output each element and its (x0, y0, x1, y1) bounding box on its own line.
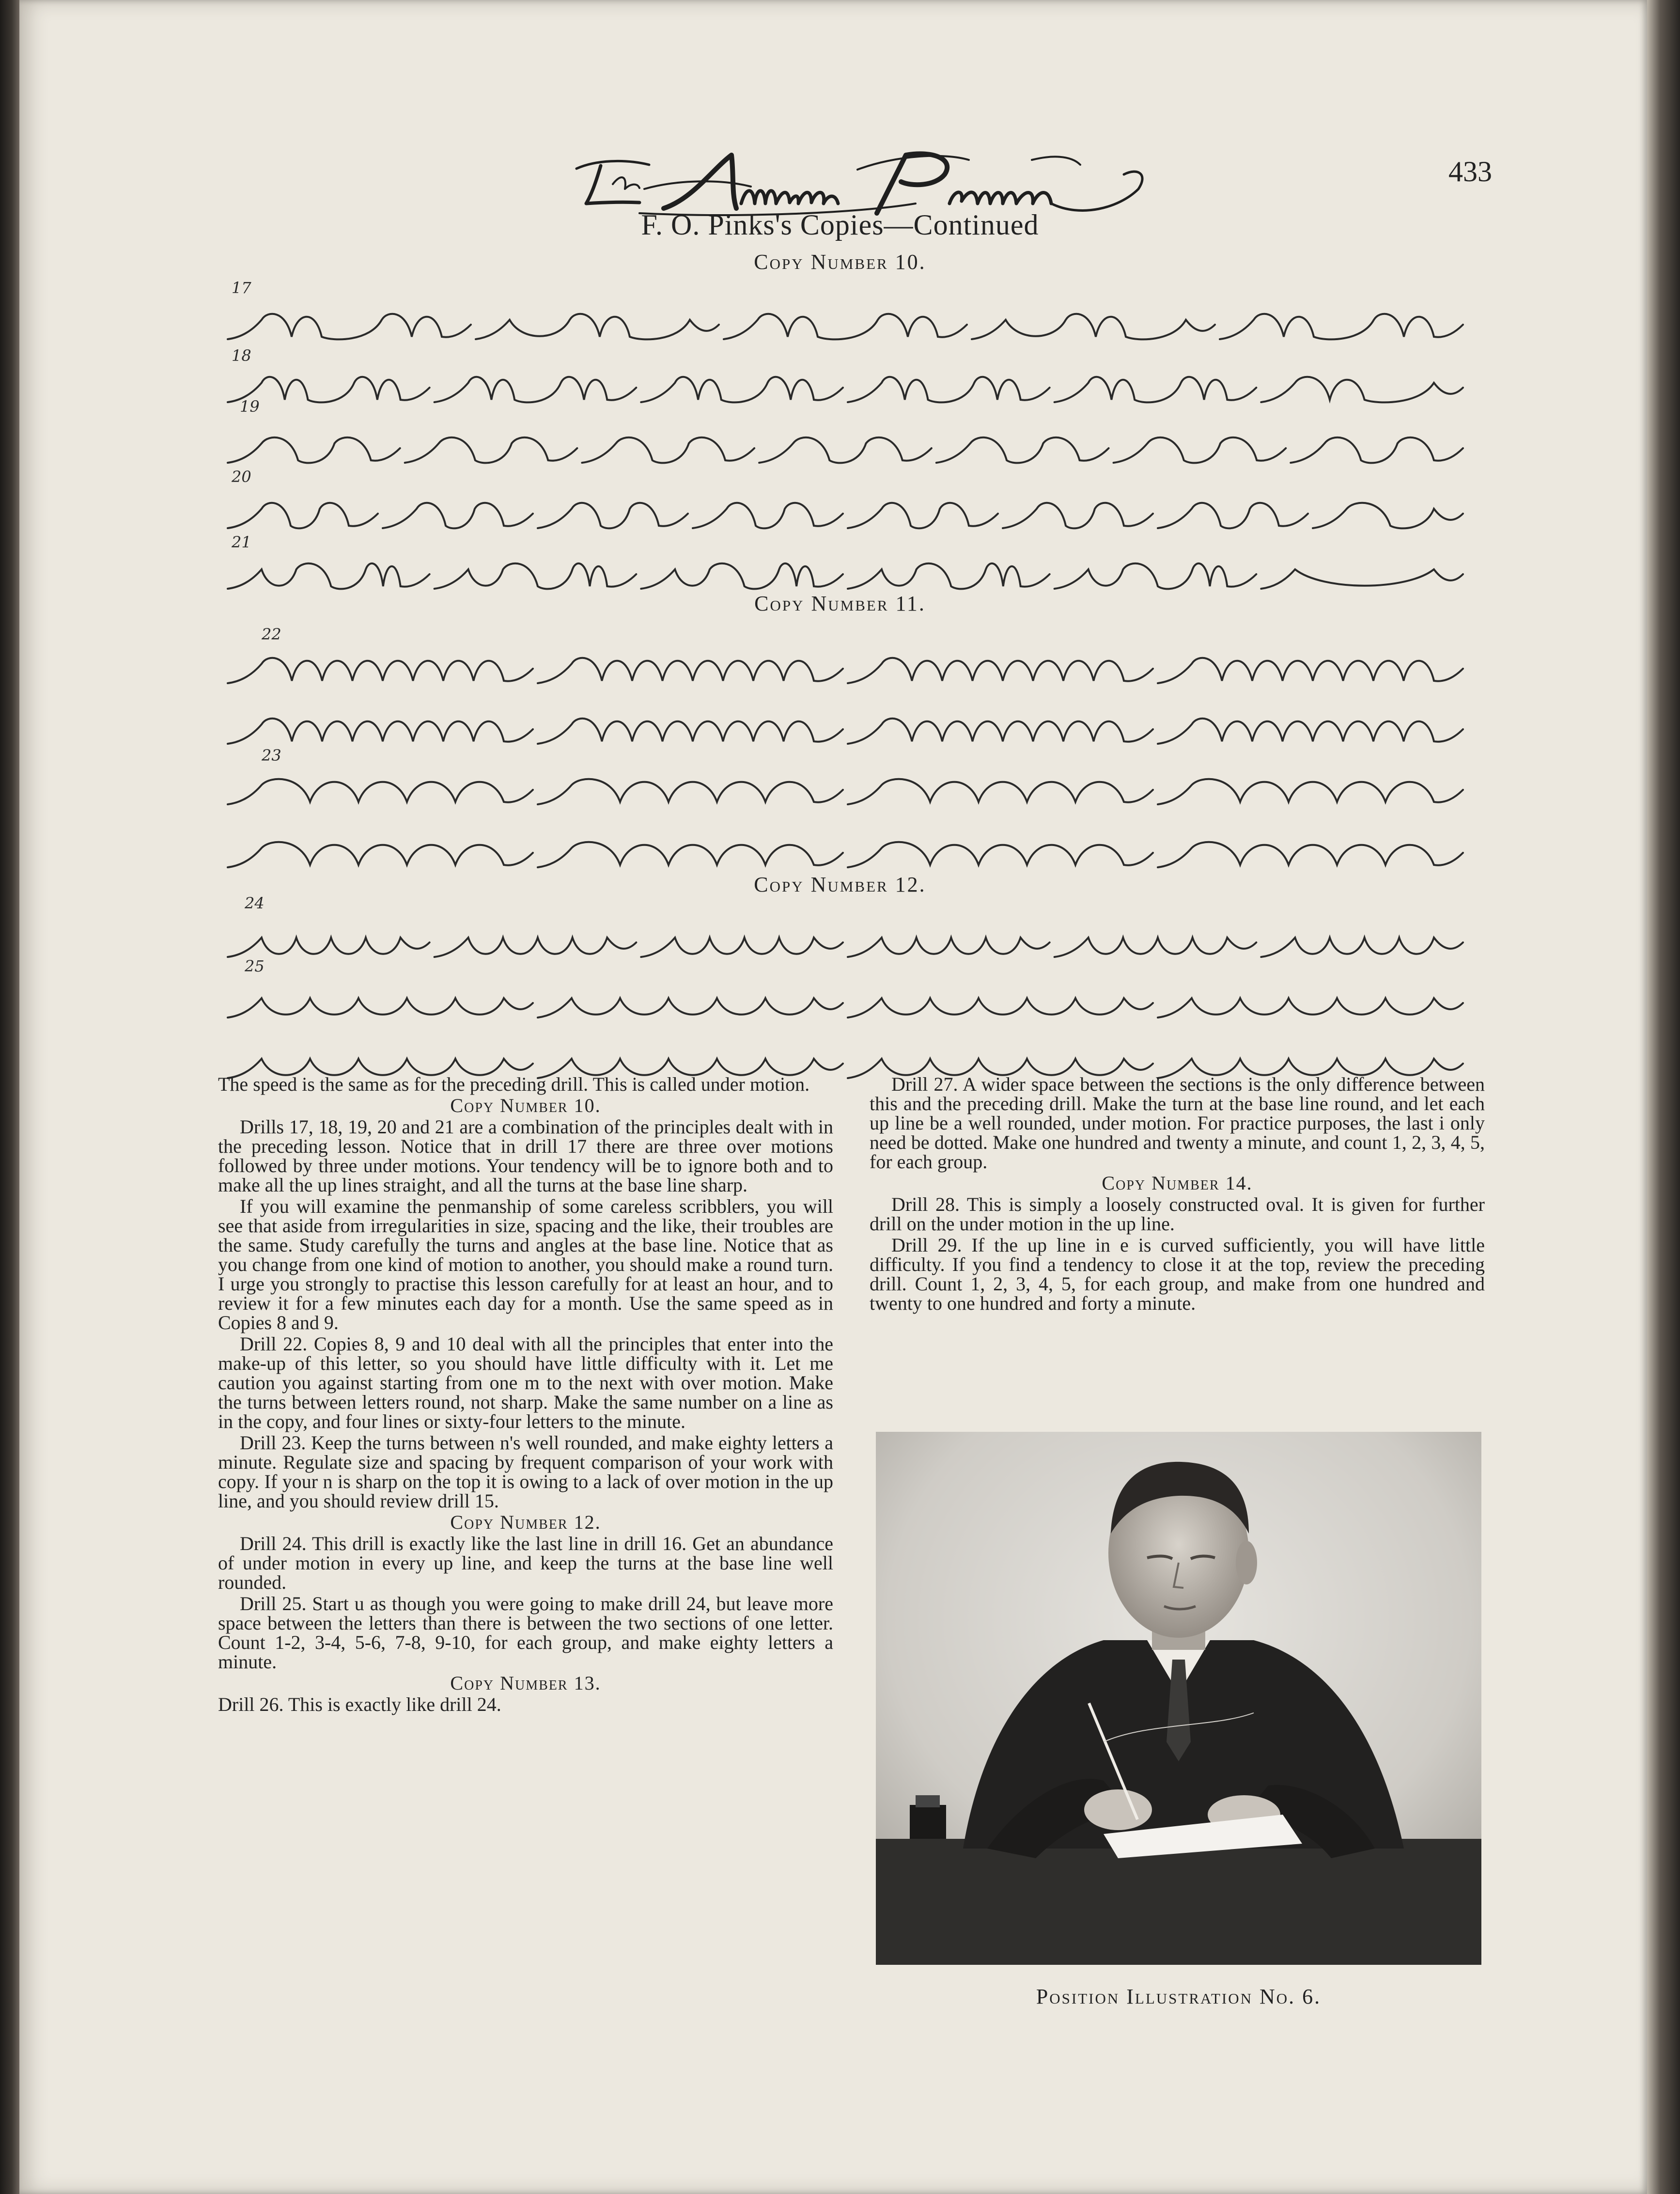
cursive-stroke-icon (218, 635, 1478, 693)
paragraph: Drill 29. If the up line in e is curved sufficiently, you will have little difficulty. If you find a tendency to close it at the top, review the preceding drill. Count 1, 2, 3, 4, 5, for each group, and make from one hundred and twenty to one hundred and forty a minute. (870, 1234, 1485, 1314)
book-spine (0, 0, 19, 2194)
section-heading: Copy Number 12. (450, 1511, 601, 1533)
cursive-stroke-icon (218, 540, 1478, 598)
row-number: 17 (232, 279, 251, 297)
row-number: 25 (245, 957, 264, 975)
cursive-stroke-icon (218, 480, 1478, 538)
handwriting-row (218, 414, 1478, 472)
handwriting-row (218, 354, 1478, 412)
cursive-stroke-icon (218, 291, 1478, 349)
paragraph: Drill 23. Keep the turns between n's well rounded, and make eighty letters a minute. Regulate size and spacing by frequent comparison of your work with copy. If your n is sharp on the top it is owing to a lack of over motion in the up line, and you should review drill 15. (218, 1432, 833, 1512)
page-number: 433 (1448, 156, 1492, 188)
paragraph: Drill 28. This is simply a loosely constructed oval. It is given for further drill on the under motion in the up line. (870, 1193, 1485, 1235)
handwriting-row (218, 819, 1478, 877)
handwriting-row (218, 635, 1478, 693)
position-photo (876, 1432, 1481, 1965)
row-number: 20 (232, 468, 251, 486)
cursive-stroke-icon (218, 756, 1478, 814)
row-number: 24 (245, 894, 264, 912)
handwriting-row (218, 291, 1478, 349)
copy-heading: Copy Number 12. (754, 873, 926, 896)
handwriting-row (218, 969, 1478, 1027)
row-number: 18 (232, 346, 251, 365)
cursive-stroke-icon (218, 354, 1478, 412)
page-subtitle: F. O. Pinks's Copies—Continued (641, 209, 1039, 241)
cursive-stroke-icon (218, 695, 1478, 753)
left-text-column (218, 1075, 833, 1716)
copy-heading: Copy Number 10. (754, 250, 926, 274)
section-heading: Copy Number 10. (450, 1095, 601, 1116)
row-number: 23 (262, 746, 281, 765)
cursive-stroke-icon (218, 909, 1478, 967)
handwriting-row (218, 695, 1478, 753)
paragraph: Drill 27. A wider space between the sections is the only difference between this and the preceding drill. Make the turn at the base line round, and let each up line be a well rounded, under motion. For practice purposes, the last i only need be dotted. Make one hundred and twenty a minute, and count 1, 2, 3, 4, 5, for each group. (870, 1073, 1485, 1173)
paragraph: Drill 22. Copies 8, 9 and 10 deal with all the principles that enter into the make-up of this letter, so you should have little difficulty with it. Let me caution you against starting from one m to the next with over motion. Make the turns between letters round, not sharp. Make the same number on a line as in the copy, and four lines or sixty-four letters to the minute. (218, 1333, 833, 1432)
cursive-stroke-icon (218, 819, 1478, 877)
paragraph: If you will examine the penmanship of some careless scribblers, you will see that aside from irregularities in size, spacing and the like, their troubles are the same. Study carefully the turns and angles at the base line. Notice that as you change from one kind of motion to another, you should make a round turn. I urge you strongly to practise this lesson carefully for at least an hour, and to review it for a few minutes each day for a month. Use the same speed as in Copies 8 and 9. (218, 1195, 833, 1333)
row-number: 21 (232, 533, 251, 551)
handwriting-row (218, 756, 1478, 814)
row-number: 22 (262, 625, 281, 643)
handwriting-row (218, 540, 1478, 598)
photo-caption: Position Illustration No. 6. (1036, 1985, 1322, 2008)
right-text-column (870, 1075, 1485, 1315)
cursive-stroke-icon (218, 414, 1478, 472)
page-edge (1647, 0, 1680, 2194)
paragraph: Drill 26. This is exactly like drill 24. (218, 1693, 501, 1715)
row-number: 19 (240, 397, 260, 416)
paragraph: Drills 17, 18, 19, 20 and 21 are a combination of the principles dealt with in the preceding lesson. Notice that in drill 17 there are three over motions followed by three under motions. Your tendency will be to ignore both and to make all the up lines straight, and all the turns at the base line sharp. (218, 1116, 833, 1196)
paragraph: Drill 24. This drill is exactly like the last line in drill 16. Get an abundance of under motion in every up line, and keep the turns at the base line well rounded. (218, 1533, 833, 1593)
copy-heading: Copy Number 11. (754, 592, 926, 615)
handwriting-row (218, 480, 1478, 538)
section-heading: Copy Number 13. (450, 1672, 601, 1694)
paragraph: Drill 25. Start u as though you were going to make drill 24, but leave more space between the letters than there is between the two sections of one letter. Count 1-2, 3-4, 5-6, 7-8, 9-10, for each group, and make eighty letters a minute. (218, 1593, 833, 1673)
section-heading: Copy Number 14. (1102, 1172, 1253, 1194)
handwriting-row (218, 909, 1478, 967)
man-writing-at-desk-photo-icon (876, 1432, 1481, 1965)
paragraph: The speed is the same as for the preceding drill. This is called under motion. (218, 1073, 810, 1095)
cursive-stroke-icon (218, 969, 1478, 1027)
